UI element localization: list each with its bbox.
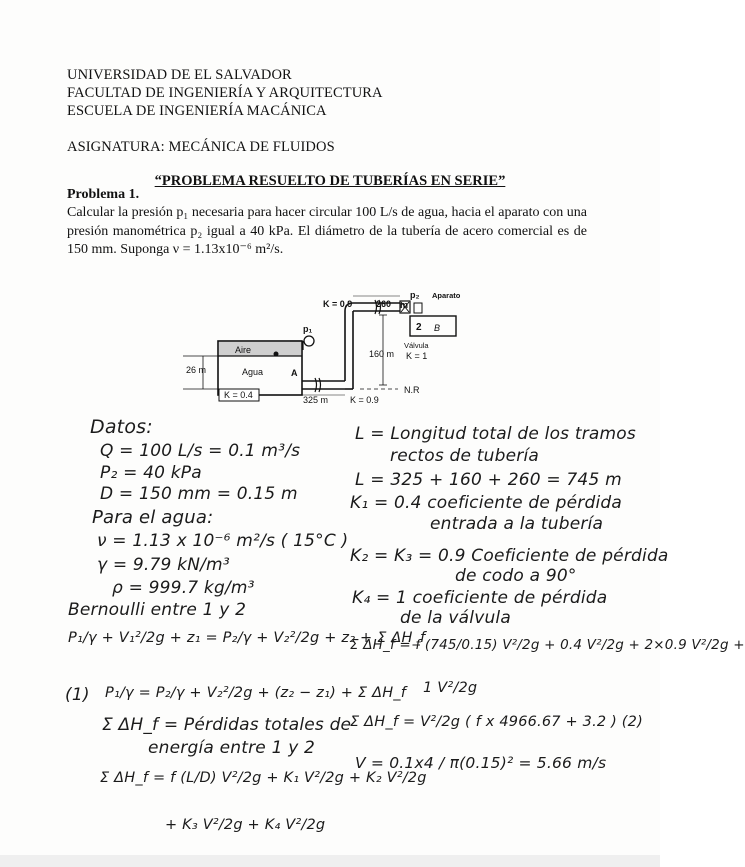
equation-2: Σ ΔH_f = V²/2g ( f x 4966.67 + 3.2 ) (2) bbox=[350, 714, 643, 730]
bernoulli-heading: Bernoulli entre 1 y 2 bbox=[68, 600, 247, 620]
diameter-value: D = 150 mm = 0.15 m bbox=[100, 484, 298, 504]
k1-description: K₁ = 0.4 coeficiente de pérdida bbox=[350, 493, 623, 513]
length-bottom-label: 325 m bbox=[303, 395, 329, 405]
aire-label: Aire bbox=[235, 345, 252, 355]
valvula-label: Válvula bbox=[404, 341, 429, 350]
k4-description: K₄ = 1 coeficiente de pérdida bbox=[352, 588, 608, 608]
k1-description-2: entrada a la tubería bbox=[430, 514, 604, 534]
school-name: ESCUELA DE INGENIERÍA MACÁNICA bbox=[67, 103, 327, 119]
head-loss-numeric: Σ ΔH_f = f (745/0.15) V²/2g + 0.4 V²/2g + 2×0.9 V²/2g + bbox=[350, 637, 745, 653]
equation-1-number: (1) bbox=[65, 685, 90, 705]
equation-1: P₁/γ = P₂/γ + V₂²/2g + (z₂ − z₁) + Σ ΔH_f bbox=[105, 685, 407, 701]
head-loss-definition-2: energía entre 1 y 2 bbox=[148, 738, 316, 758]
point-2-label: 2 bbox=[416, 322, 422, 333]
head-loss-definition: Σ ΔH_f = Pérdidas totales de bbox=[102, 715, 352, 735]
p1-label: p₁ bbox=[303, 324, 313, 334]
velocity-equation: V = 0.1x4 / π(0.15)² = 5.66 m/s bbox=[355, 754, 607, 772]
k-valve-label: K = 1 bbox=[406, 351, 428, 361]
point-a-label: A bbox=[291, 368, 298, 378]
aparato-label: Aparato bbox=[432, 291, 461, 300]
flow-rate-value: Q = 100 L/s = 0.1 m³/s bbox=[100, 441, 301, 461]
length-top-label: 260 bbox=[376, 299, 392, 309]
agua-label: Agua bbox=[242, 367, 264, 377]
head-loss-numeric-2: 1 V²/2g bbox=[423, 680, 478, 696]
reference-level-label: N.R bbox=[404, 385, 420, 395]
k2-k3-description-2: de codo a 90° bbox=[455, 566, 577, 586]
problem-label: Problema 1. bbox=[67, 187, 140, 202]
head-loss-expression-2: + K₃ V²/2g + K₄ V²/2g bbox=[165, 817, 326, 833]
subject-line: ASIGNATURA: MECÁNICA DE FLUIDOS bbox=[67, 139, 335, 155]
problem-statement: Calcular la presión p₁ necesaria para hacer circular 100 L/s de agua, hacia el aparato con una presión manométrica p₂ igual a 40 kPa. El diámetro de la tubería de acero comercial es de 150 mm. Suponga ν = 1.13x10⁻⁶ m²/s. bbox=[67, 205, 587, 257]
faculty-name: FACULTAD DE INGENIERÍA Y ARQUITECTURA bbox=[67, 85, 383, 101]
k2-k3-description: K₂ = K₃ = 0.9 Coeficiente de pérdida bbox=[350, 546, 669, 566]
water-heading: Para el agua: bbox=[92, 507, 214, 528]
p2-label: p₂ bbox=[410, 290, 420, 300]
point-b-label: B bbox=[434, 323, 441, 333]
density-value: ρ = 999.7 kg/m³ bbox=[112, 578, 255, 598]
viscosity-value: ν = 1.13 x 10⁻⁶ m²/s ( 15°C ) bbox=[97, 531, 349, 551]
length-definition: L = Longitud total de los tramos bbox=[355, 424, 636, 444]
k-entry-label: K = 0.4 bbox=[224, 390, 253, 400]
height-label: 26 m bbox=[186, 365, 207, 375]
bernoulli-equation: P₁/γ + V₁²/2g + z₁ = P₂/γ + V₂²/2g + z₂ + Σ ΔH_f bbox=[68, 630, 426, 646]
unit-top-label: m bbox=[400, 300, 409, 310]
k4-description-2: de la válvula bbox=[400, 608, 511, 628]
k-top-label: K = 0.9 bbox=[323, 299, 353, 309]
length-sum: L = 325 + 160 + 260 = 745 m bbox=[355, 470, 622, 490]
head-loss-expression: Σ ΔH_f = f (L/D) V²/2g + K₁ V²/2g + K₂ V²/2g bbox=[100, 770, 427, 786]
university-name: UNIVERSIDAD DE EL SALVADOR bbox=[67, 67, 292, 83]
document-title: “PROBLEMA RESUELTO DE TUBERÍAS EN SERIE” bbox=[154, 173, 506, 189]
length-definition-2: rectos de tubería bbox=[390, 446, 539, 466]
p2-value: P₂ = 40 kPa bbox=[100, 463, 202, 483]
datos-heading: Datos: bbox=[90, 416, 153, 438]
k-bottom-label: K = 0.9 bbox=[350, 395, 379, 405]
page-bottom-edge bbox=[0, 855, 660, 867]
specific-weight-value: γ = 9.79 kN/m³ bbox=[97, 555, 230, 575]
vertical-length-label: 160 m bbox=[369, 349, 395, 359]
